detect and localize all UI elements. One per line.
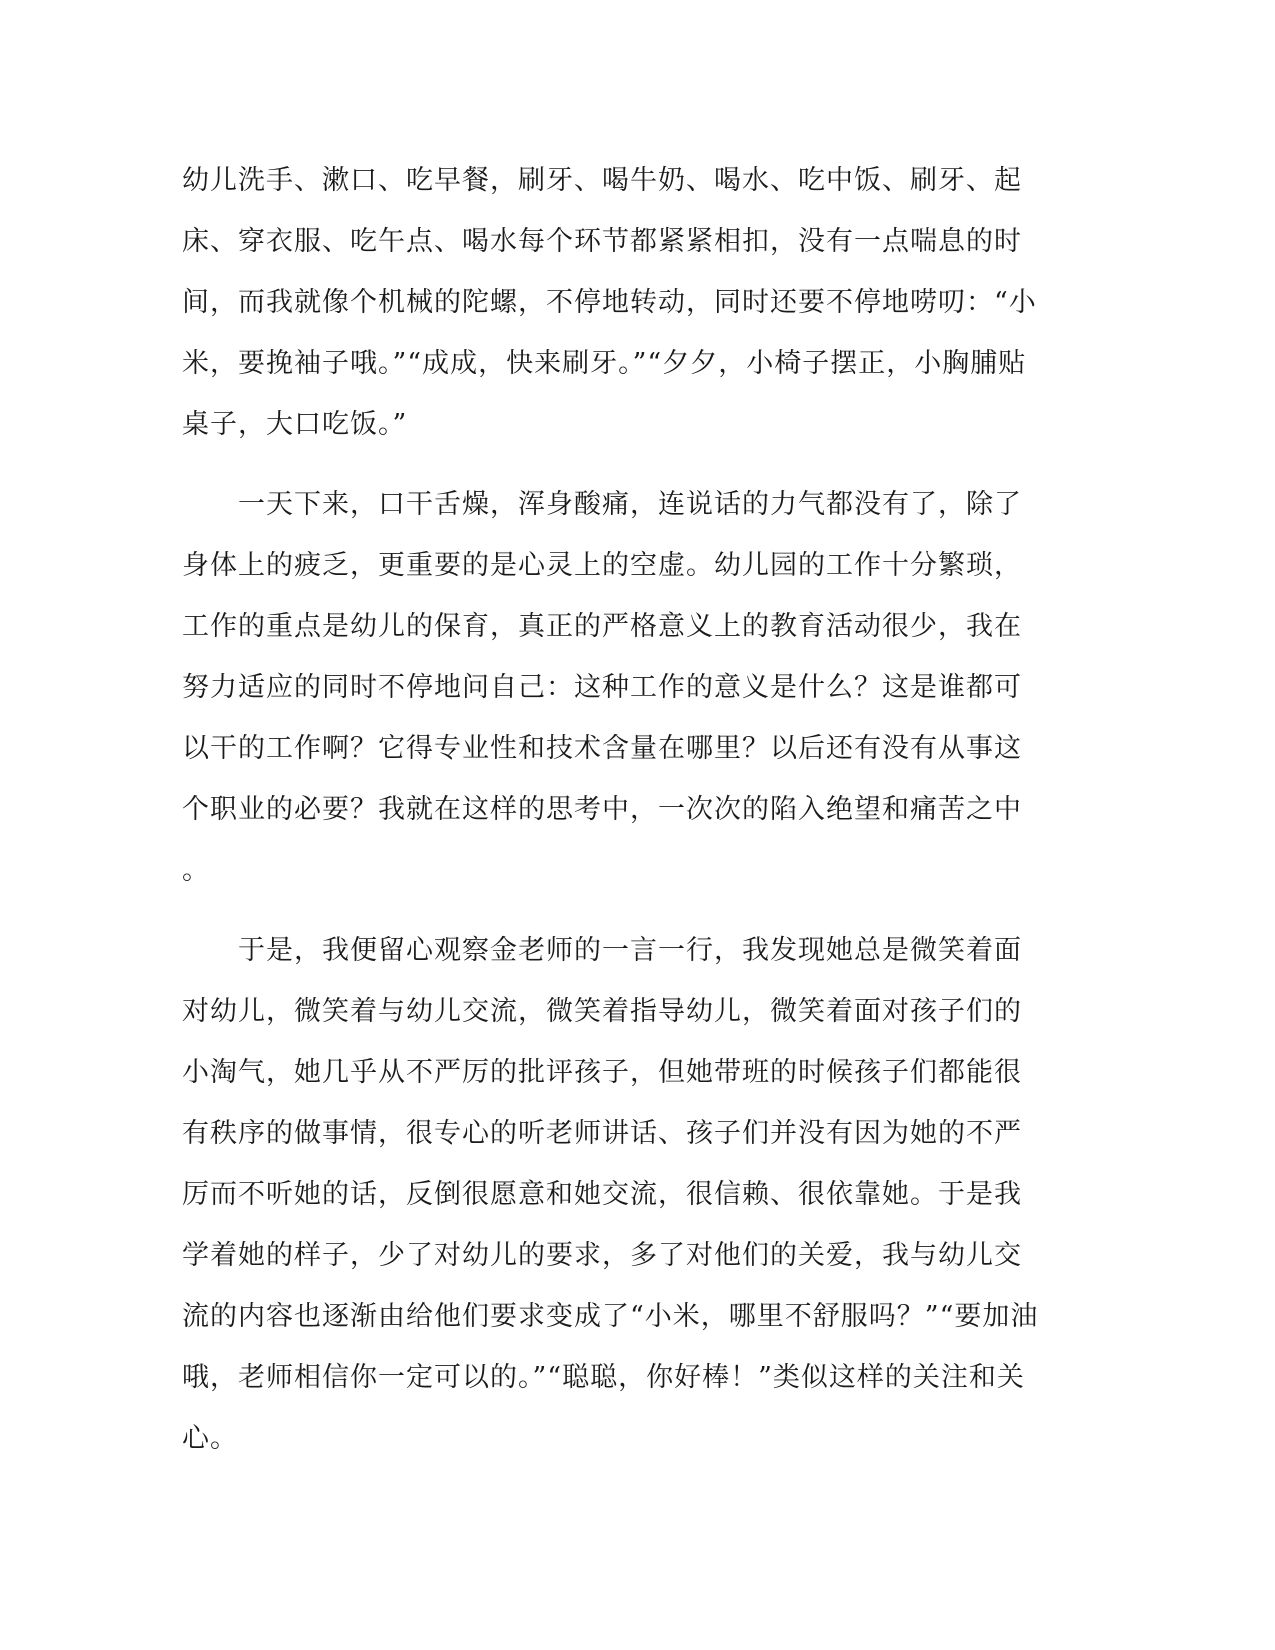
text-line: 小淘气，她几乎从不严厉的批评孩子，但她带班的时候孩子们都能很 [182,1057,1022,1088]
text-line: 哦，老师相信你一定可以的。”“聪聪，你好棒！”类似这样的关注和关 [182,1362,1025,1393]
text-line: 间，而我就像个机械的陀螺，不停地转动，同时还要不停地唠叨：“小 [182,287,1037,318]
text-line: 于是，我便留心观察金老师的一言一行，我发现她总是微笑着面 [182,935,1022,966]
paragraph-gap [182,460,1062,479]
paragraph-gap [182,906,1062,925]
text-line: 心。 [182,1423,238,1454]
text-line: 米，要挽袖子哦。”“成成，快来刷牙。”“夕夕，小椅子摆正，小胸脯贴 [182,348,1027,379]
text-line: 幼儿洗手、漱口、吃早餐，刷牙、喝牛奶、喝水、吃中饭、刷牙、起 [182,165,1022,196]
text-line: 有秩序的做事情，很专心的听老师讲话、孩子们并没有因为她的不严 [182,1118,1022,1149]
text-line: 以干的工作啊？它得专业性和技术含量在哪里？以后还有没有从事这 [182,733,1022,764]
text-line: 对幼儿，微笑着与幼儿交流，微笑着指导幼儿，微笑着面对孩子们的 [182,996,1022,1027]
text-line: 努力适应的同时不停地问自己：这种工作的意义是什么？这是谁都可 [182,672,1022,703]
text-line: 身体上的疲乏，更重要的是心灵上的空虚。幼儿园的工作十分繁琐， [182,550,1022,581]
text-line: 桌子，大口吃饭。” [182,409,408,440]
text-line: 。 [182,855,210,886]
paragraph-2 [182,479,1062,906]
text-line: 个职业的必要？我就在这样的思考中，一次次的陷入绝望和痛苦之中 [182,794,1022,825]
text-line: 工作的重点是幼儿的保育，真正的严格意义上的教育活动很少，我在 [182,611,1022,642]
text-line: 厉而不听她的话，反倒很愿意和她交流，很信赖、很依靠她。于是我 [182,1179,1022,1210]
text-line: 流的内容也逐渐由给他们要求变成了“小米，哪里不舒服吗？”“要加油 [182,1301,1039,1332]
paragraph-3 [182,925,1062,1474]
text-line: 学着她的样子，少了对幼儿的要求，多了对他们的关爱，我与幼儿交 [182,1240,1022,1271]
text-line: 一天下来，口干舌燥，浑身酸痛，连说话的力气都没有了，除了 [182,489,1022,520]
text-line: 床、穿衣服、吃午点、喝水每个环节都紧紧相扣，没有一点喘息的时 [182,226,1022,257]
document-body [182,155,1062,1474]
paragraph-1 [182,155,1062,460]
